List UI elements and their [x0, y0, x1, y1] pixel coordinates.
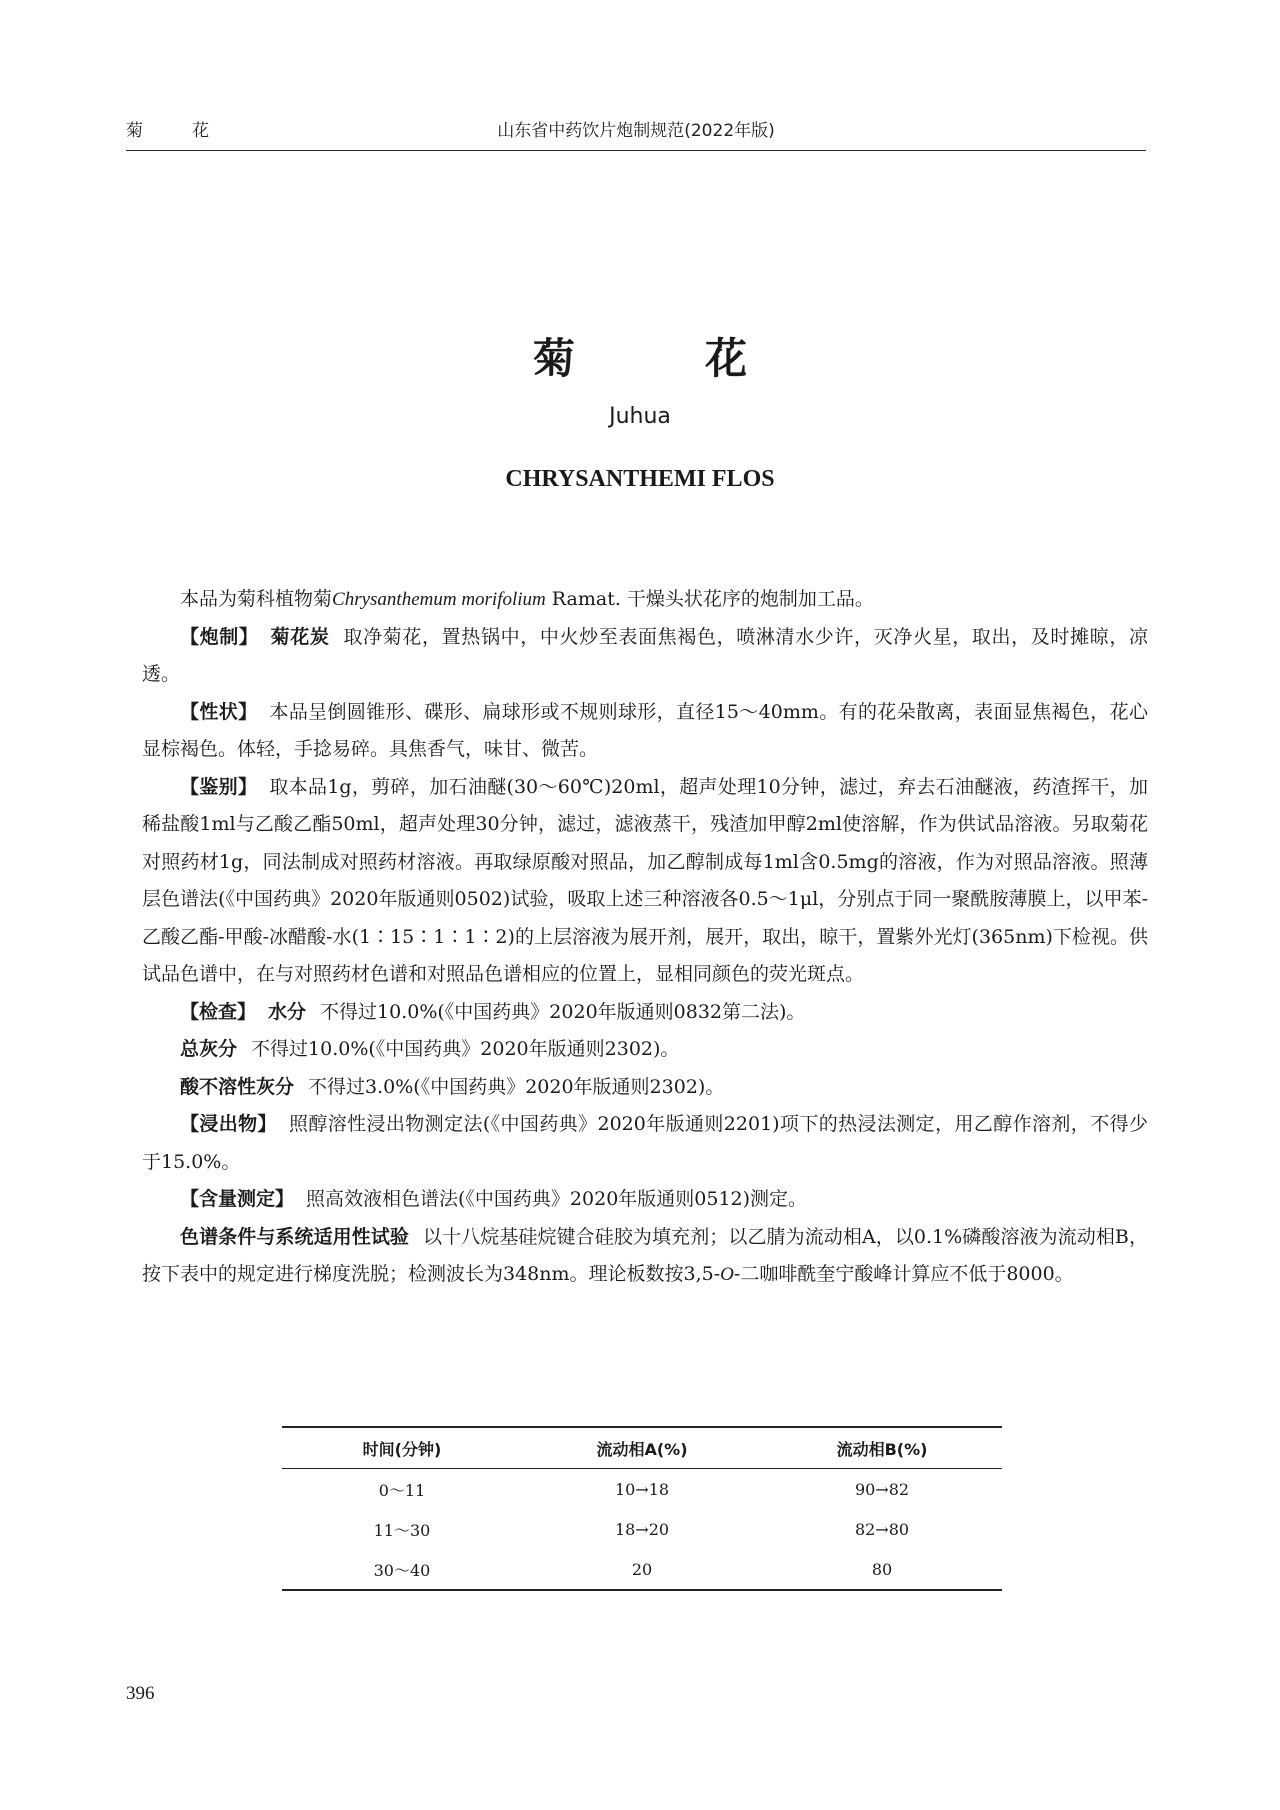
identification-paragraph — [142, 769, 1148, 994]
acid-insoluble-ash-text: 不得过3.0%(《中国药典》2020年版通则2302)。 — [308, 1075, 725, 1098]
processed-product-name: 菊花炭 — [270, 625, 330, 648]
section-label-processing: 【炮制】 — [180, 625, 259, 648]
description-text: 本品呈倒圆锥形、碟形、扁球形或不规则球形，直径15～40mm。有的花朵散离，表面显焦褐色，花心显棕褐色。体轻，手捻易碎。具焦香气，味甘、微苦。 — [142, 700, 1148, 760]
inspection-acid-ash-paragraph — [142, 1069, 1148, 1107]
page-number: 396 — [126, 1683, 155, 1704]
chromatography-text-1: 以十八烷基硅烷键合硅胶为填充剂；以乙腈为流动相A，以0.1%磷酸溶液为流动相B，按下表中的规定进行梯度洗脱；检测波长为348nm。理论板数按3,5- — [142, 1225, 1148, 1285]
chromatography-paragraph — [142, 1219, 1148, 1294]
processing-text: 取净菊花，置热锅中，中火炒至表面焦褐色，喷淋清水少许，灭净火星，取出，及时摊晾，凉透。 — [142, 625, 1148, 685]
monograph-body — [142, 581, 1148, 1294]
table-cell: 80 — [762, 1549, 1002, 1590]
column-header-time: 时间(分钟) — [282, 1427, 522, 1469]
table-row — [282, 1509, 1002, 1549]
acid-insoluble-ash-label: 酸不溶性灰分 — [180, 1075, 295, 1098]
table-cell: 18→20 — [614, 1519, 670, 1539]
monograph-latin-name: CHRYSANTHEMI FLOS — [505, 466, 775, 492]
chromatography-label: 色谱条件与系统适用性试验 — [180, 1225, 410, 1248]
table-row — [282, 1469, 1002, 1510]
assay-text: 照高效液相色谱法(《中国药典》2020年版通则0512)测定。 — [306, 1188, 808, 1210]
header-monograph-name: 菊 花 — [126, 121, 225, 141]
monograph-title: 菊 花 — [532, 334, 791, 383]
extract-paragraph — [142, 1106, 1148, 1181]
table-cell: 20 — [522, 1549, 762, 1590]
section-label-description: 【性状】 — [180, 700, 258, 723]
table-row — [282, 1549, 1002, 1590]
table-cell: 82→80 — [854, 1519, 910, 1539]
water-label: 水分 — [268, 1000, 307, 1023]
total-ash-label: 总灰分 — [180, 1038, 238, 1060]
intro-post: Ramat. 干燥头状花序的炮制加工品。 — [545, 588, 874, 610]
water-text: 不得过10.0%(《中国药典》2020年版通则0832第二法)。 — [320, 1000, 806, 1023]
extract-text: 照醇溶性浸出物测定法(《中国药典》2020年版通则2201)项下的热浸法测定，用乙醇作溶剂，不得少于15.0%。 — [142, 1113, 1148, 1173]
section-label-extract: 【浸出物】 — [180, 1113, 277, 1135]
assay-paragraph — [142, 1181, 1148, 1219]
monograph-pinyin: Juhua — [609, 404, 671, 429]
chromatography-text-2: -二咖啡酰奎宁酸峰计算应不低于8000。 — [733, 1263, 1074, 1285]
column-header-phase-b: 流动相B(%) — [762, 1427, 1002, 1469]
inspection-water-paragraph — [142, 994, 1148, 1032]
gradient-elution-table — [282, 1426, 1002, 1591]
header-book-title: 山东省中药饮片炮制规范(2022年版) — [497, 121, 775, 141]
table-cell: 10→18 — [614, 1479, 670, 1499]
species-name: Chrysanthemum morifolium — [332, 589, 546, 610]
chromatography-italic-o: O — [720, 1264, 734, 1285]
running-header — [126, 116, 1146, 151]
section-label-inspection: 【检查】 — [180, 1000, 257, 1023]
table-cell: 30～40 — [282, 1549, 522, 1590]
section-label-assay: 【含量测定】 — [180, 1188, 295, 1210]
identification-text: 取本品1g，剪碎，加石油醚(30～60℃)20ml，超声处理10分钟，滤过，弃去石油醚液，药渣挥干，加稀盐酸1ml与乙酸乙酯50ml，超声处理30分钟，滤过，滤液蒸干，残渣加甲醇2ml使溶解，作为供试品溶液。另取菊花对照药材1g，同法制成对照药材溶液。再取绿原酸对照品，加乙醇制成每1ml含0.5mg的溶液，作为对照品溶液。照薄层色谱法(《中国药典》2020年版通则0502)试验，吸取上述三种溶液各0.5～1μl，分别点于同一聚酰胺薄膜上，以甲苯-乙酸乙酯-甲酸-冰醋酸-水(1∶15∶1∶1∶2)的上层溶液为展开剂，展开，取出，晾干，置紫外光灯(365nm)下检视。供试品色谱中，在与对照药材色谱和对照品色谱相应的位置上，显相同颜色的荧光斑点。 — [142, 775, 1148, 985]
total-ash-text: 不得过10.0%(《中国药典》2020年版通则2302)。 — [251, 1038, 680, 1060]
table-cell: 0～11 — [378, 1480, 426, 1500]
description-paragraph — [142, 694, 1148, 769]
inspection-ash-paragraph — [142, 1031, 1148, 1069]
section-label-identification: 【鉴别】 — [180, 775, 258, 798]
table-cell: 90→82 — [854, 1479, 910, 1499]
column-header-phase-a: 流动相A(%) — [522, 1427, 762, 1469]
intro-pre: 本品为菊科植物菊 — [180, 588, 333, 610]
processing-paragraph — [142, 619, 1148, 694]
table-header-row — [282, 1427, 1002, 1469]
intro-paragraph — [142, 581, 1148, 619]
table-cell: 11～30 — [373, 1520, 431, 1540]
